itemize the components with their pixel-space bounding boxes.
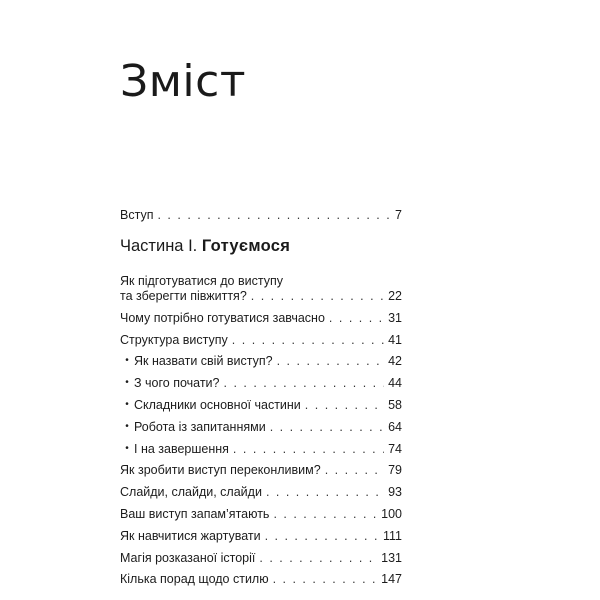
- part-heading: [120, 236, 402, 256]
- toc-entry-page: 31: [388, 310, 402, 325]
- toc-entry-page: 41: [388, 332, 402, 347]
- toc-entry[interactable]: [120, 507, 402, 521]
- dot-leader: [273, 572, 378, 586]
- dot-leader: [251, 289, 384, 303]
- bullet-icon: •: [125, 420, 129, 432]
- toc-entry-page: 42: [388, 354, 402, 369]
- dot-leader: [224, 376, 385, 390]
- toc-entry-title: Кілька порад щодо стилю: [120, 572, 269, 587]
- toc-entry-page: 7: [395, 208, 402, 222]
- toc-entry-page: 93: [388, 485, 402, 500]
- toc-entry-title: І на завершення: [134, 441, 229, 456]
- part-name: Готуємося: [201, 237, 291, 255]
- dot-leader: [259, 551, 377, 565]
- toc-subentry[interactable]: [120, 376, 402, 390]
- toc-entry-title: З чого почати?: [134, 376, 220, 391]
- toc-entry-title: Робота із запитаннями: [134, 419, 266, 434]
- toc-subentry[interactable]: [120, 442, 402, 456]
- dot-leader: [270, 420, 384, 434]
- toc-entry[interactable]: [120, 551, 402, 565]
- toc-entry[interactable]: [120, 529, 402, 543]
- dot-leader: [329, 311, 384, 325]
- toc-entry[interactable]: [120, 463, 402, 477]
- toc-entry-title: Як зробити виступ переконливим?: [120, 463, 321, 478]
- dot-leader: [305, 398, 384, 412]
- part-prefix: Частина І.: [120, 237, 198, 255]
- toc-entry-page: 44: [388, 376, 402, 391]
- bullet-icon: •: [125, 355, 129, 367]
- dot-leader: [233, 442, 384, 456]
- bullet-icon: •: [125, 398, 129, 410]
- toc-subentry[interactable]: [120, 354, 402, 368]
- dot-leader: [265, 529, 379, 543]
- page-title: Зміст: [120, 56, 246, 107]
- toc-entry-title: Як назвати свій виступ?: [134, 354, 273, 369]
- table-of-contents: [120, 208, 402, 594]
- bullet-icon: •: [125, 377, 129, 389]
- dot-leader: [157, 208, 391, 222]
- toc-entry-title: Чому потрібно готуватися завчасно: [120, 310, 325, 325]
- toc-entry-title: Слайди, слайди, слайди: [120, 485, 262, 500]
- dot-leader: [266, 485, 384, 499]
- dot-leader: [325, 463, 384, 477]
- toc-entry-title: Структура виступу: [120, 332, 228, 347]
- toc-entry-title: та зберегти півжиття?: [120, 289, 247, 303]
- toc-subentry[interactable]: [120, 398, 402, 412]
- toc-entry[interactable]: [120, 485, 402, 499]
- toc-entry-page: 79: [388, 463, 402, 478]
- toc-entry-page: 58: [388, 397, 402, 412]
- toc-entry-title: Вступ: [120, 208, 154, 222]
- toc-entry-page: 64: [388, 419, 402, 434]
- dot-leader: [277, 354, 384, 368]
- toc-entry[interactable]: [120, 333, 402, 347]
- toc-entry[interactable]: [120, 311, 402, 325]
- toc-entry-title: Складники основної частини: [134, 397, 301, 412]
- toc-entry-first-line: Як підготуватися до виступу: [120, 274, 283, 288]
- toc-subentry[interactable]: [120, 420, 402, 434]
- toc-entry-page: 147: [381, 572, 402, 587]
- toc-entry-page: 74: [388, 441, 402, 456]
- bullet-icon: •: [125, 442, 129, 454]
- toc-entry-page: 131: [381, 550, 402, 565]
- toc-entry-page: 111: [382, 528, 402, 543]
- toc-entry[interactable]: [120, 572, 402, 586]
- toc-entry-page: 22: [388, 289, 402, 303]
- toc-entry-title: Магія розказаної історії: [120, 550, 256, 565]
- dot-leader: [273, 507, 377, 521]
- toc-entry[interactable]: [120, 289, 402, 303]
- toc-entry-title: Ваш виступ запам’ятають: [120, 506, 270, 521]
- toc-entry-title: Як навчитися жартувати: [120, 528, 261, 543]
- toc-entry-page: 100: [381, 506, 402, 521]
- dot-leader: [232, 333, 384, 347]
- toc-entry-intro[interactable]: [120, 208, 402, 222]
